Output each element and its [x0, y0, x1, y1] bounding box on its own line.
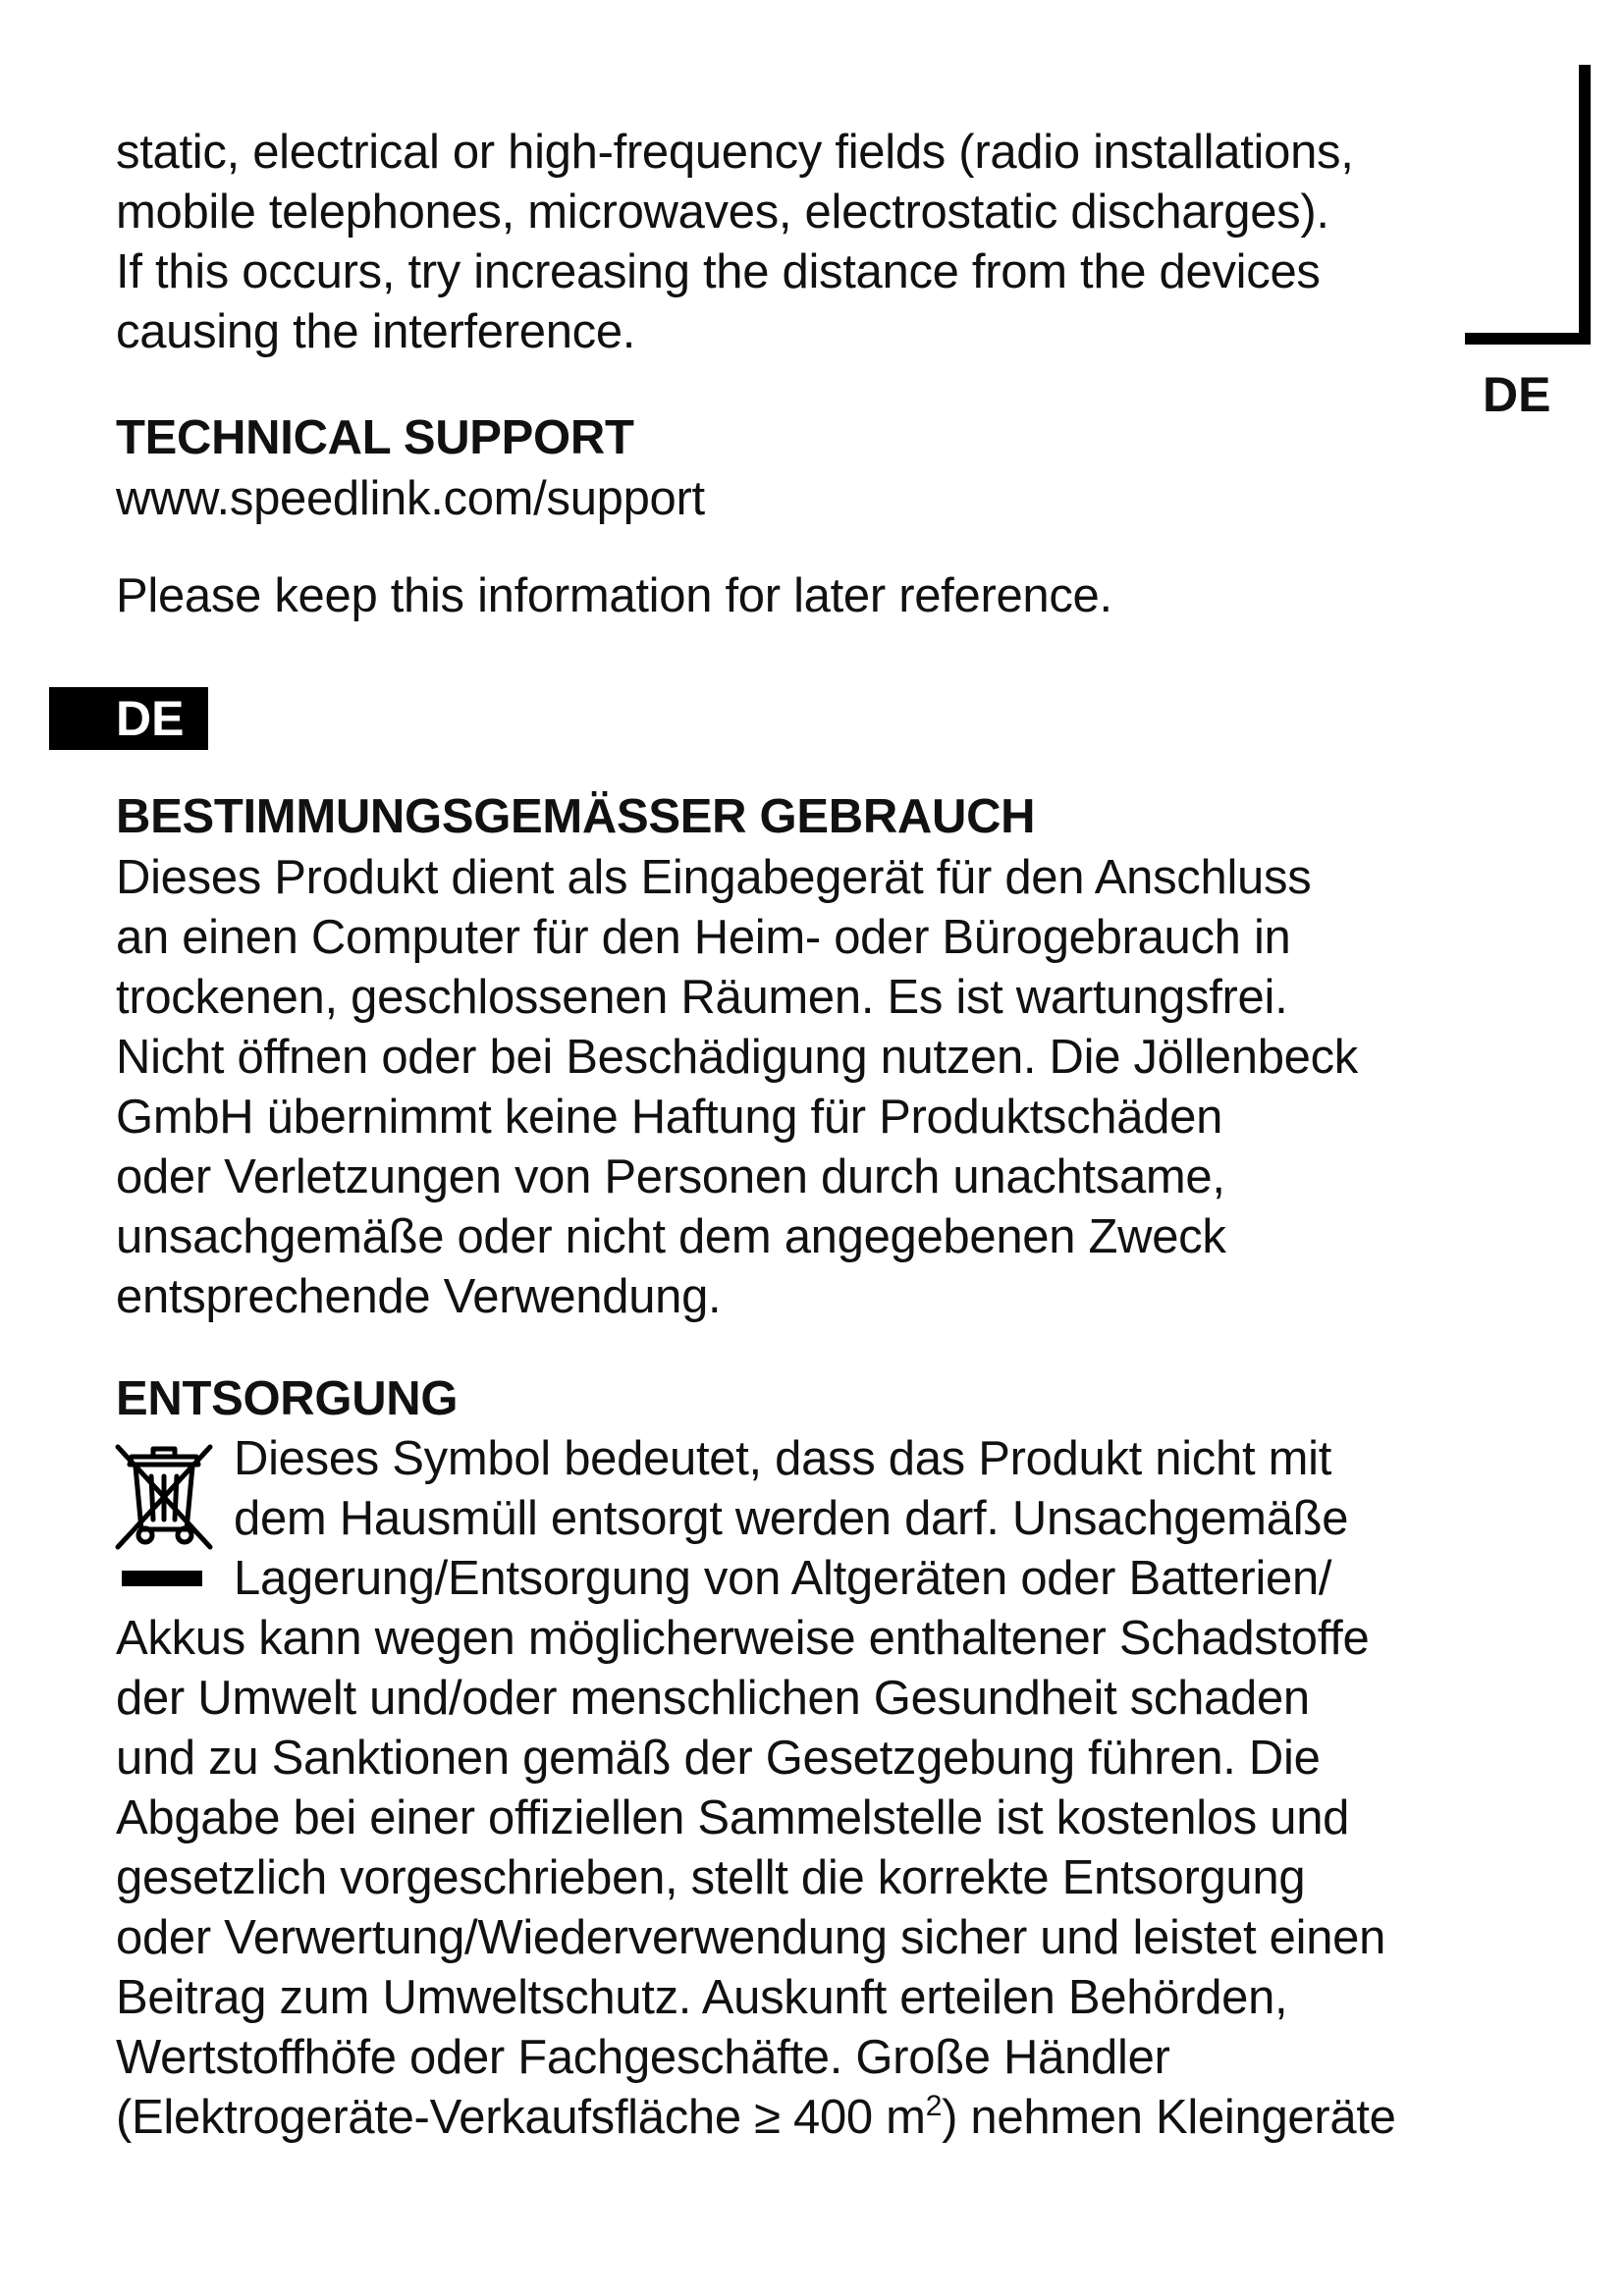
corner-language-label: DE	[1483, 367, 1551, 422]
disposal-line: Lagerung/Entsorgung von Altgeräten oder Batterien/	[234, 1552, 1332, 1605]
intro-line: If this occurs, try increasing the distance from the devices	[116, 245, 1321, 298]
intro-paragraph	[116, 123, 1432, 362]
support-url: www.speedlink.com/support	[116, 472, 705, 525]
disposal-line: Dieses Symbol bedeutet, dass das Produkt nicht mit	[234, 1432, 1332, 1485]
intro-line: causing the interference.	[116, 305, 636, 358]
disposal-heading: ENTSORGUNG	[116, 1372, 459, 1425]
intended-use-line: trockenen, geschlossenen Räumen. Es ist wartungsfrei.	[116, 971, 1288, 1024]
intended-use-line: an einen Computer für den Heim- oder Bürogebrauch in	[116, 911, 1291, 964]
intended-use-line: Dieses Produkt dient als Eingabegerät für den Anschluss	[116, 851, 1312, 904]
keep-info-note: Please keep this information for later reference.	[116, 569, 1112, 622]
disposal-line: gesetzlich vorgeschrieben, stellt die korrekte Entsorgung	[116, 1851, 1306, 1904]
square-meter-superscript: 2	[925, 2090, 943, 2122]
disposal-line: Wertstoffhöfe oder Fachgeschäfte. Große Händler	[116, 2031, 1170, 2084]
disposal-line: dem Hausmüll entsorgt werden darf. Unsachgemäße	[234, 1492, 1349, 1545]
intended-use-heading: BESTIMMUNGSGEMÄSSER GEBRAUCH	[116, 790, 1036, 843]
page-corner-mark	[1465, 65, 1591, 345]
disposal-line: und zu Sanktionen gemäß der Gesetzgebung führen. Die	[116, 1732, 1321, 1785]
intended-use-line: entsprechende Verwendung.	[116, 1270, 722, 1323]
disposal-last-line	[116, 2088, 1432, 2148]
disposal-line: der Umwelt und/oder menschlichen Gesundheit schaden	[116, 1672, 1310, 1725]
disposal-line: Abgabe bei einer offiziellen Sammelstelle ist kostenlos und	[116, 1791, 1350, 1844]
intro-line: static, electrical or high-frequency fields (radio installations,	[116, 126, 1354, 179]
intended-use-line: unsachgemäße oder nicht dem angegebenen Zweck	[116, 1210, 1226, 1263]
intended-use-paragraph	[116, 848, 1432, 1327]
intro-line: mobile telephones, microwaves, electrostatic discharges).	[116, 186, 1329, 239]
disposal-line: Akkus kann wegen möglicherweise enthaltener Schadstoffe	[116, 1612, 1370, 1665]
intended-use-line: oder Verletzungen von Personen durch unachtsame,	[116, 1150, 1225, 1203]
disposal-last-line-end: ) nehmen Kleingeräte	[942, 2091, 1396, 2144]
technical-support-heading: TECHNICAL SUPPORT	[116, 411, 634, 464]
intended-use-line: GmbH übernimmt keine Haftung für Produktschäden	[116, 1091, 1223, 1144]
language-section-label: DE	[116, 691, 185, 746]
disposal-line: Beitrag zum Umweltschutz. Auskunft erteilen Behörden,	[116, 1971, 1288, 2024]
disposal-last-line-start: (Elektrogeräte-Verkaufsfläche ≥ 400 m	[116, 2091, 926, 2144]
disposal-line: oder Verwertung/Wiederverwendung sicher und leistet einen	[116, 1911, 1386, 1964]
intended-use-line: Nicht öffnen oder bei Beschädigung nutzen. Die Jöllenbeck	[116, 1031, 1359, 1084]
disposal-paragraph	[116, 1429, 1432, 2148]
language-section-bar	[49, 687, 208, 750]
